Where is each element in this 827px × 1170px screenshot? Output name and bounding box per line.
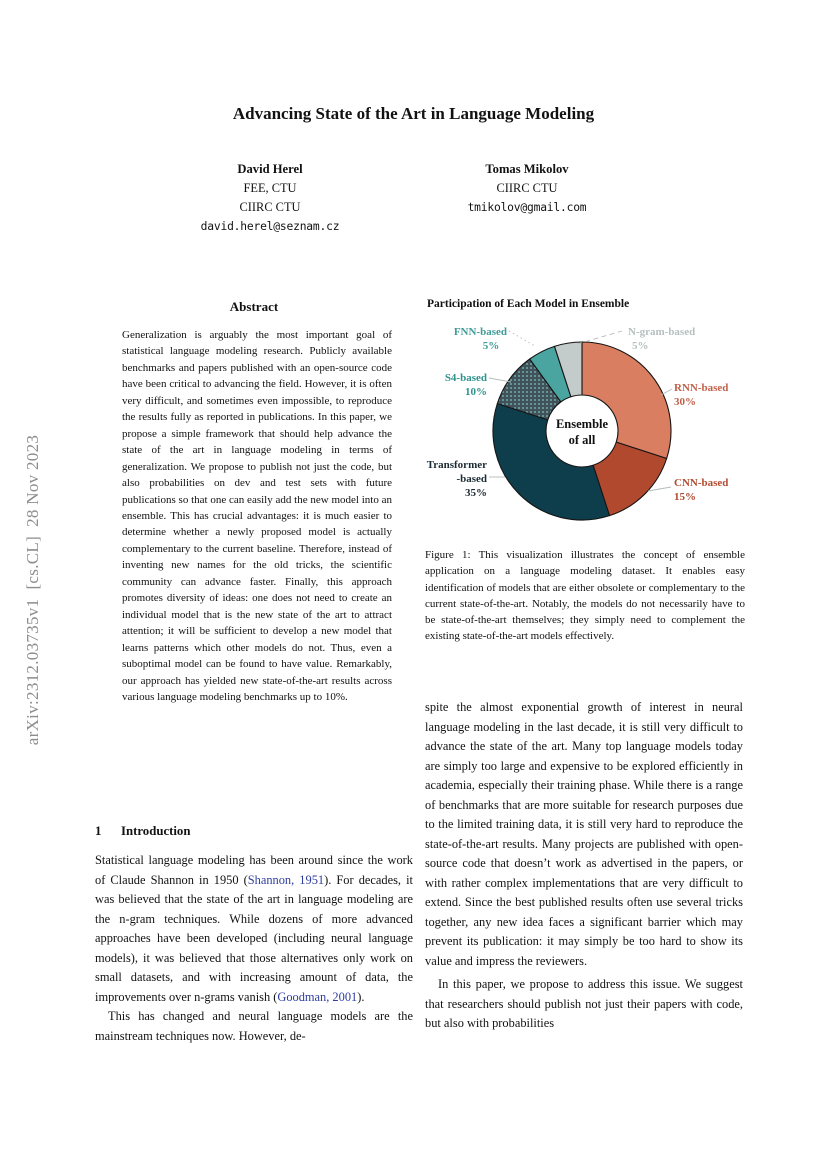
- author-affiliation: CIIRC CTU: [496, 181, 558, 195]
- slice-pct-s4: 10%: [465, 386, 487, 398]
- leader-line-fnn: [509, 331, 535, 346]
- author-email: david.herel@seznam.cz: [200, 220, 340, 233]
- body-text-run: ). For decades, it was believed that the state of the art in language modeling are the n-gram techniques. While dozens of more advanced approaches have been developed (including neural language models), it was believed that those alternatives only work on small datasets, and with increasing amount of data, the improvements over n-grams vanish (: [95, 872, 413, 1004]
- citation-link[interactable]: Goodman, 2001: [277, 989, 358, 1004]
- introduction-section: [95, 824, 413, 1046]
- leader-line-s4: [489, 378, 511, 382]
- slice-label-s4: S4-based: [444, 372, 487, 384]
- intro-paragraph-2-right: spite the almost exponential growth of interest in neural language modeling in the last decade, it is still very difficult to advance the state of the art. Many top language models today are simply too large and expensive to be explored efficiently in academia, especially their training phase. While there is a range of benchmarks that are more suitable for research purposes due to the limited training data, it is still very hard to reproduce the state-of-the-art results. Many projects are published with open-source code that doesn’t work as advertised in the papers, or with rather complex implementations that are very difficult to extend. Since the best published results often use several tricks together, any new idea faces a significant barrier which may prevent its publication: it may simply be too hard to show its value and impress the reviewers.: [425, 700, 743, 968]
- chart-title: Participation of Each Model in Ensemble: [427, 298, 630, 310]
- intro-paragraph-3: In this paper, we propose to address this issue. We suggest that researchers should publish not just their papers with code, but also with probabilities: [425, 977, 743, 1030]
- slice-label-transformer-line2: -based: [456, 473, 487, 485]
- donut-center-label-line2: of all: [568, 433, 596, 447]
- author-block-1: [158, 160, 382, 236]
- abstract-text: Generalization is arguably the most important goal of statistical language modeling research. Publicly available benchmarks and papers published with an open-source code have been critical to advancing the field. However, it is often very difficult, and sometimes even impossible, to reproduce the results fully as reported in publications. In this paper, we propose a simple framework that should help advance the state of the art in language modeling in terms of generalization. We propose to publish not just the code, but also probabilities on dev and test sets with future publications so that one can easily add the new model into an ensemble. This has crucial advantages: it is much easier to determine whether a newly proposed model is actually complementary to the current baseline. Therefore, instead of inventing new names for the old tricks, the scientific community can advance faster. Finally, this approach promotes diversity of ideas: one does not need to create an individual model that is the new state of the art to attract attention; it will be sufficient to develop a new model that learns patterns which other models do not. Thus, even a suboptimal model can be found to have value. Remarkably, our approach has yielded new state-of-the-art results across various language modeling benchmarks up to 10%.: [122, 329, 392, 703]
- author-affiliation: FEE, CTU: [243, 181, 297, 195]
- author-email: tmikolov@gmail.com: [467, 201, 587, 214]
- body-text-run: ).: [357, 989, 365, 1004]
- intro-paragraph-2-left: This has changed and neural language models are the mainstream techniques now. However, de-: [95, 1009, 413, 1043]
- author-affiliation: CIIRC CTU: [239, 200, 301, 214]
- slice-label-fnn: FNN-based: [453, 326, 507, 338]
- slice-pct-ngram: 5%: [632, 340, 649, 352]
- slice-label-cnn: CNN-based: [674, 477, 729, 489]
- leader-line-cnn: [648, 487, 671, 491]
- donut-center-label-line1: Ensemble: [555, 417, 609, 431]
- page-title: Advancing State of the Art in Language Modeling: [232, 104, 595, 123]
- slice-label-ngram: N-gram-based: [628, 326, 696, 338]
- body-text-run: Statistical language modeling has been around since the work of Claude Shannon in 1950 (: [95, 853, 413, 887]
- arxiv-watermark: arXiv:2312.03735v1 [cs.CL] 28 Nov 2023: [23, 434, 42, 746]
- slice-pct-transformer: 35%: [465, 487, 487, 499]
- slice-pct-rnn: 30%: [674, 396, 696, 408]
- right-column-body: [425, 698, 743, 1034]
- author-name: Tomas Mikolov: [485, 162, 569, 176]
- pie-slices: [493, 342, 671, 520]
- abstract-heading: Abstract: [229, 299, 279, 314]
- figure-caption: Figure 1: This visualization illustrates the concept of ensemble application on a language modeling dataset. It enables easy identification of models that are either obsolete or complementary to the current state-of-the-art. Notably, the models do not necessarily have to be state-of-the-art themselves; they simply need to complement the existing state-of-the-art models effectively.: [425, 549, 745, 643]
- donut-chart: [425, 318, 745, 534]
- section-number: 1: [95, 824, 102, 838]
- slice-pct-fnn: 5%: [482, 340, 500, 352]
- abstract-section: [95, 299, 413, 705]
- slice-label-rnn: RNN-based: [674, 382, 729, 394]
- author-block-2: [413, 160, 641, 217]
- citation-link[interactable]: Shannon, 1951: [247, 872, 325, 887]
- figure-1: [425, 298, 745, 645]
- section-title: Introduction: [121, 824, 191, 838]
- slice-label-transformer-line1: Transformer: [426, 459, 487, 471]
- slice-pct-cnn: 15%: [674, 491, 696, 503]
- author-name: David Herel: [237, 162, 303, 176]
- intro-paragraph-1: [95, 851, 413, 1007]
- section-heading: [95, 824, 413, 839]
